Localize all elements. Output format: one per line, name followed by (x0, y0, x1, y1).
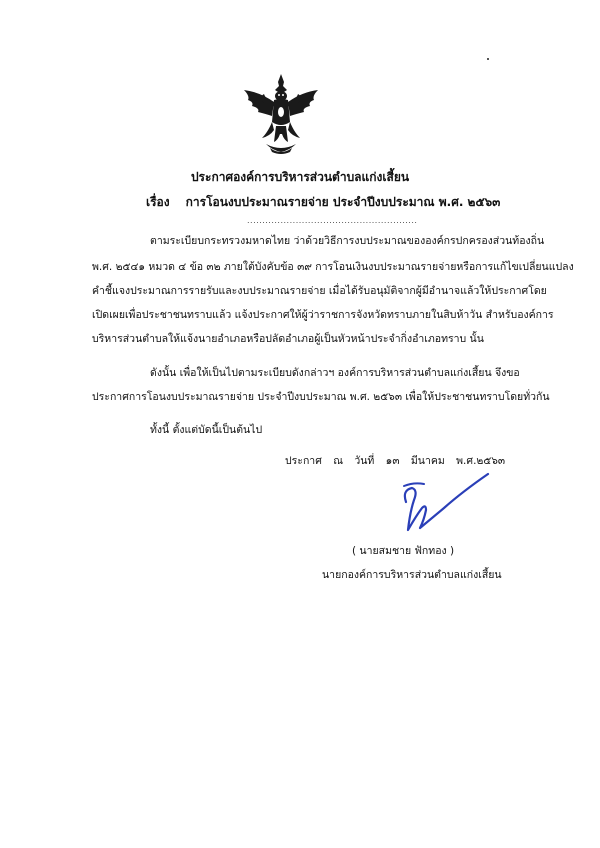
body-line-1: ตามระเบียบกระทรวงมหาดไทย ว่าด้วยวิธีการงบประมาณขององค์กรปกครองส่วนท้องถิ่น (150, 235, 545, 247)
title-separator: ........................................................ (247, 216, 418, 225)
signatory-position: นายกองค์การบริหารส่วนตำบลแก่งเสี้ยน (322, 569, 502, 581)
body-line-3: คำชี้แจงประมาณการรายรับและงบประมาณรายจ่าย เมื่อได้รับอนุมัติจากผู้มีอำนาจแล้วให้ประกาศโดย (92, 285, 547, 297)
body-line-8: ทั้งนี้ ตั้งแต่บัดนี้เป็นต้นไป (150, 424, 263, 436)
body-line-5: บริหารส่วนตำบลให้แจ้งนายอำเภอหรือปลัดอำเภอผู้เป็นหัวหน้าประจำกิ่งอำเภอทราบ นั้น (92, 333, 484, 345)
announce-at: ณ (333, 455, 343, 467)
garuda-emblem-icon (240, 72, 322, 156)
body-line-2: พ.ศ. ๒๕๔๑ หมวด ๔ ข้อ ๓๒ ภายใต้บังคับข้อ ๓๙ การโอนเงินงบประมาณรายจ่ายหรือการแก้ไขเปลี่ยนแปลง (92, 261, 574, 273)
announce-day: ๑๓ (385, 455, 400, 467)
body-line-6: ดังนั้น เพื่อให้เป็นไปตามระเบียบดังกล่าวฯ องค์การบริหารส่วนตำบลแก่งเสี้ยน จึงขอ (150, 367, 520, 379)
announce-day-label: วันที่ (354, 455, 375, 467)
scan-speck (487, 58, 489, 60)
signatory-name: ( นายสมชาย ฟักทอง ) (352, 545, 455, 557)
body-line-4: เปิดเผยเพื่อประชาชนทราบแล้ว แจ้งประกาศให้ผู้ว่าราชการจังหวัดทราบภายในสิบห้าวัน สำหรับองค์การ (92, 309, 554, 321)
announce-month: มีนาคม (410, 455, 445, 467)
subject-label: เรื่อง (146, 195, 170, 209)
subject-text: การโอนงบประมาณรายจ่าย ประจำปีงบประมาณ พ.ศ. ๒๕๖๓ (185, 195, 501, 209)
announcement-title: ประกาศองค์การบริหารส่วนตำบลแก่งเสี้ยน (190, 170, 410, 184)
body-line-7: ประกาศการโอนงบประมาณรายจ่าย ประจำปีงบประมาณ พ.ศ. ๒๕๖๓ เพื่อให้ประชาชนทราบโดยทั่วกัน (92, 391, 550, 403)
announce-year: พ.ศ.๒๕๖๓ (456, 455, 506, 467)
subject-line (146, 193, 500, 212)
announce-label: ประกาศ (285, 455, 322, 467)
handwritten-signature-icon (392, 460, 512, 540)
